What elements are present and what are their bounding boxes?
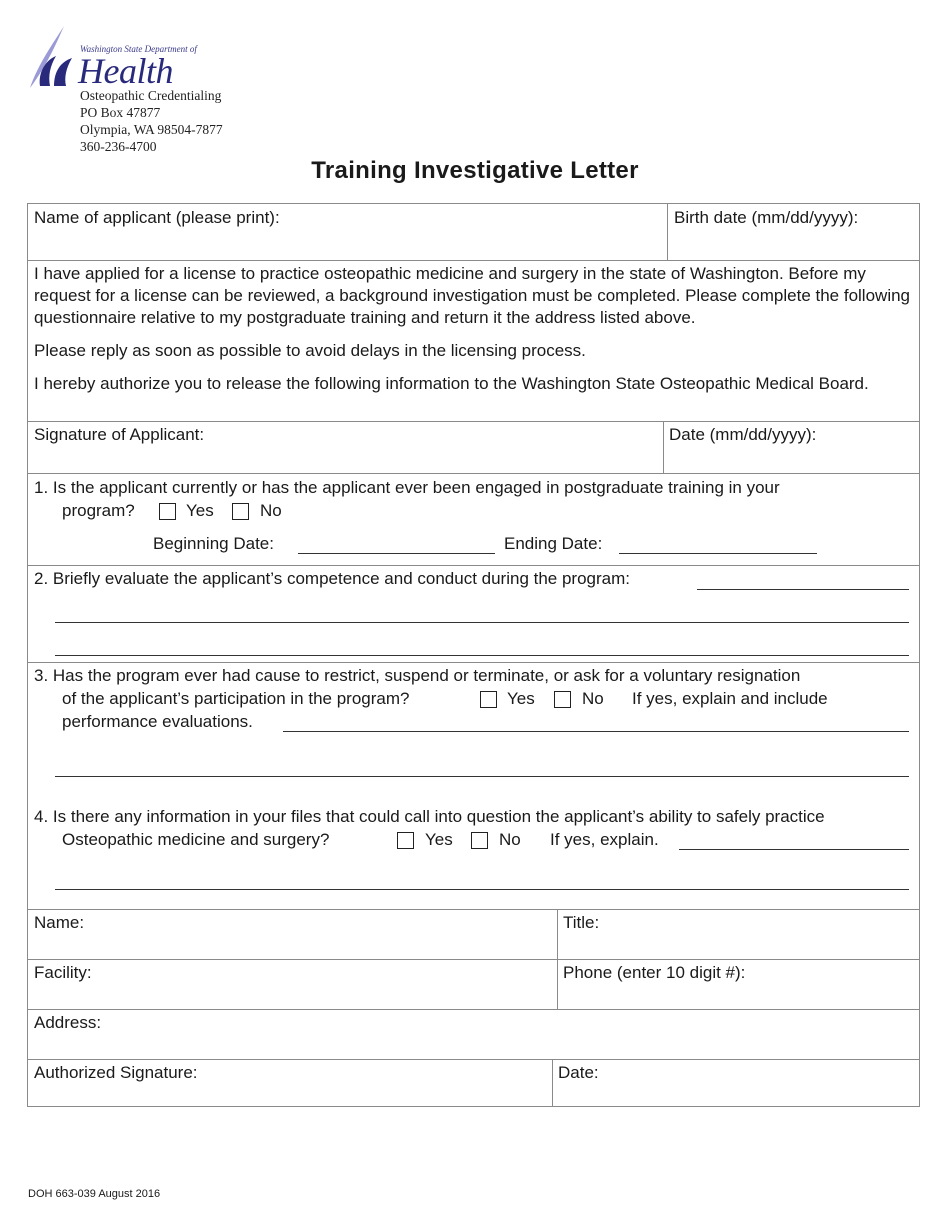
intro-paragraph-3: I hereby authorize you to release the following information to the Washington State Osteopathic Medical Board. [34, 374, 869, 393]
sig-date-label: Date (mm/dd/yyyy): [669, 425, 817, 444]
birth-date-label: Birth date (mm/dd/yyyy): [674, 208, 859, 227]
sig-date-field[interactable] [664, 422, 920, 473]
q3-explain-text: If yes, explain and include [632, 689, 828, 708]
q1-no-checkbox[interactable] [232, 503, 249, 520]
auth-signature-label: Authorized Signature: [34, 1063, 198, 1082]
q3-no-checkbox[interactable] [554, 691, 571, 708]
q3-answer-line[interactable] [55, 776, 909, 777]
auth-date-field[interactable] [553, 1060, 920, 1106]
question-3-text: 3. Has the program ever had cause to restrict, suspend or terminate, or ask for a voluntary resignation [34, 666, 801, 685]
page-title: Training Investigative Letter [311, 157, 639, 184]
name-label: Name: [34, 913, 85, 932]
beginning-date-input[interactable] [298, 553, 495, 554]
form-number: DOH 663-039 August 2016 [28, 1188, 161, 1200]
q3-yes-label: Yes [507, 689, 535, 708]
office-address [80, 87, 223, 155]
name-field[interactable] [28, 910, 557, 959]
q1-no-label: No [260, 501, 282, 520]
office-phone: 360-236-4700 [80, 139, 157, 154]
question-3-line3: performance evaluations. [62, 712, 253, 731]
applicant-name-label: Name of applicant (please print): [34, 208, 280, 227]
health-logo-icon [28, 24, 84, 94]
q3-no-label: No [582, 689, 604, 708]
phone-field[interactable] [558, 960, 920, 1009]
q1-yes-label: Yes [186, 501, 214, 520]
divider [28, 473, 920, 474]
divider [28, 565, 920, 566]
facility-field[interactable] [28, 960, 557, 1009]
divider [28, 662, 920, 663]
birth-date-field[interactable] [668, 204, 920, 260]
divider [28, 260, 920, 261]
q4-yes-checkbox[interactable] [397, 832, 414, 849]
question-3-line2: of the applicant’s participation in the program? [62, 689, 410, 708]
q2-answer-line[interactable] [55, 655, 909, 656]
q4-explain-text: If yes, explain. [550, 830, 659, 849]
question-1-program: program? [62, 501, 135, 520]
q3-answer-line[interactable] [283, 731, 909, 732]
phone-label: Phone (enter 10 digit #): [563, 963, 746, 982]
question-2-text: 2. Briefly evaluate the applicant’s competence and conduct during the program: [34, 569, 630, 588]
signature-label: Signature of Applicant: [34, 425, 205, 444]
q3-yes-checkbox[interactable] [480, 691, 497, 708]
city-state: Olympia, WA 98504-7877 [80, 122, 223, 137]
signature-field[interactable] [28, 422, 663, 473]
auth-date-label: Date: [558, 1063, 599, 1082]
q4-no-label: No [499, 830, 521, 849]
address-field[interactable] [28, 1010, 920, 1059]
q1-yes-checkbox[interactable] [159, 503, 176, 520]
agency-name: Health [78, 51, 173, 91]
question-1-text: 1. Is the applicant currently or has the applicant ever been engaged in postgraduate training in your [34, 478, 780, 497]
title-label: Title: [563, 913, 600, 932]
beginning-date-label: Beginning Date: [153, 534, 274, 553]
auth-signature-field[interactable] [28, 1060, 552, 1106]
office-name: Osteopathic Credentialing [80, 88, 222, 103]
question-4-line2: Osteopathic medicine and surgery? [62, 830, 330, 849]
q4-answer-line[interactable] [679, 849, 909, 850]
facility-label: Facility: [34, 963, 92, 982]
dept-name: Washington State Department of [80, 44, 197, 54]
po-box: PO Box 47877 [80, 105, 161, 120]
q4-answer-line[interactable] [55, 889, 909, 890]
address-label: Address: [34, 1013, 102, 1032]
intro-paragraph-2: Please reply as soon as possible to avoid delays in the licensing process. [34, 341, 586, 360]
ending-date-label: Ending Date: [504, 534, 603, 553]
question-4-text: 4. Is there any information in your files that could call into question the applicant’s ability to safely practice [34, 807, 825, 826]
form-table [27, 203, 920, 1107]
q4-yes-label: Yes [425, 830, 453, 849]
intro-paragraph-1: I have applied for a license to practice osteopathic medicine and surgery in the state of Washington. Before my request for a license can be reviewed, a background investigation must be completed. Please complete the following questionnaire relative to my postgraduate training and return it the address listed above. [34, 264, 911, 327]
q2-answer-line[interactable] [55, 622, 909, 623]
doh-logo [28, 24, 268, 164]
intro-text [34, 263, 918, 395]
title-field[interactable] [558, 910, 920, 959]
q2-answer-line[interactable] [697, 589, 909, 590]
q4-no-checkbox[interactable] [471, 832, 488, 849]
ending-date-input[interactable] [619, 553, 817, 554]
applicant-name-field[interactable] [28, 204, 667, 260]
